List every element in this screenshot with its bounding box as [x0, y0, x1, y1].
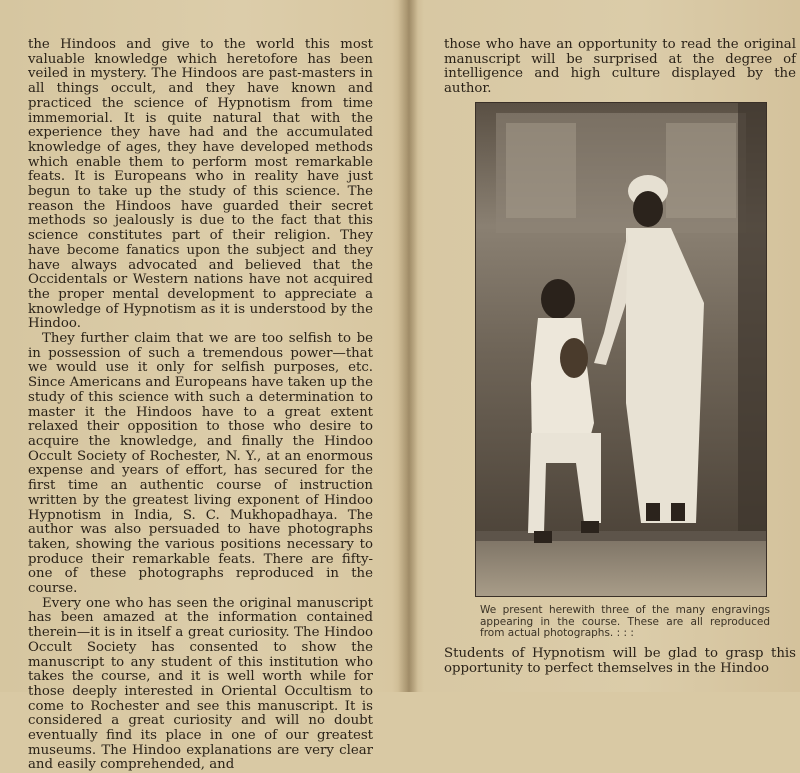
right-page-bottom-text [444, 646, 796, 676]
page-gutter [398, 0, 418, 692]
photo-caption: We present herewith three of the many engravings appearing in the course. These are all reproduced from actual photographs. : : : [480, 604, 770, 639]
photograph [476, 103, 766, 596]
paragraph-3: Every one who has seen the original manuscript has been amazed at the information contained therein—it is in itself a great curiosity. The Hindoo Occult Society has consented to show the manuscript to any student of this institution who takes the course, and it is well worth while for those deeply interested in Oriental Occultism to come to Rochester and see this manuscript. It is considered a great curiosity and will no doubt eventually find its place in one of our greatest museums. The Hindoo explanations are very clear and easily comprehended, and [28, 595, 373, 773]
paragraph-students: Students of Hypnotism will be glad to grasp this opportunity to perfect themselves in the Hindoo [444, 646, 796, 676]
photograph-illustration [476, 103, 766, 596]
paragraph-2: They further claim that we are too selfish to be in possession of such a tremendous power—that we would use it only for selfish purposes, etc. Since Americans and Europeans have taken up the study of this science with such a determination to master it the Hindoos have to a great extent relaxed their opposition to those who desire to acquire the knowledge, and finally the Hindoo Occult Society of Rochester, N. Y., at an enormous expense and years of effort, has secured for the first time an authentic course of instruction written by the greatest living exponent of Hindoo Hypnotism in India, S. C. Mukhopadhaya. The author was also persuaded to have photographs taken, showing the various positions necessary to produce their remarkable feats. There are fifty-one of these photographs reproduced in the course. [28, 331, 373, 597]
paragraph-1: the Hindoos and give to the world this most valuable knowledge which heretofore has been veiled in mystery. The Hindoos are past-masters in all things occult, and they have known and practiced the science of Hypnotism from time immemorial. It is quite natural that with the experience they have had and the accumulated knowledge of ages, they have developed methods which enable them to perform most remarkable feats. It is Europeans who in reality have just begun to take up the study of this science. The reason the Hindoos have guarded their secret methods so jealously is due to the fact that this science constitutes part of their religion. They have become fanatics upon the subject and they have always advocated and believed that the Occidentals or Western nations have not acquired the proper mental development to appreciate a knowledge of Hypnotism as it is understood by the Hindoo. [28, 37, 373, 332]
paragraph-continued: those who have an opportunity to read the original manuscript will be surprised at the degree of intelligence and high culture displayed by the author. [444, 37, 796, 97]
left-page-text [28, 38, 373, 773]
right-page-top-text [444, 38, 796, 97]
